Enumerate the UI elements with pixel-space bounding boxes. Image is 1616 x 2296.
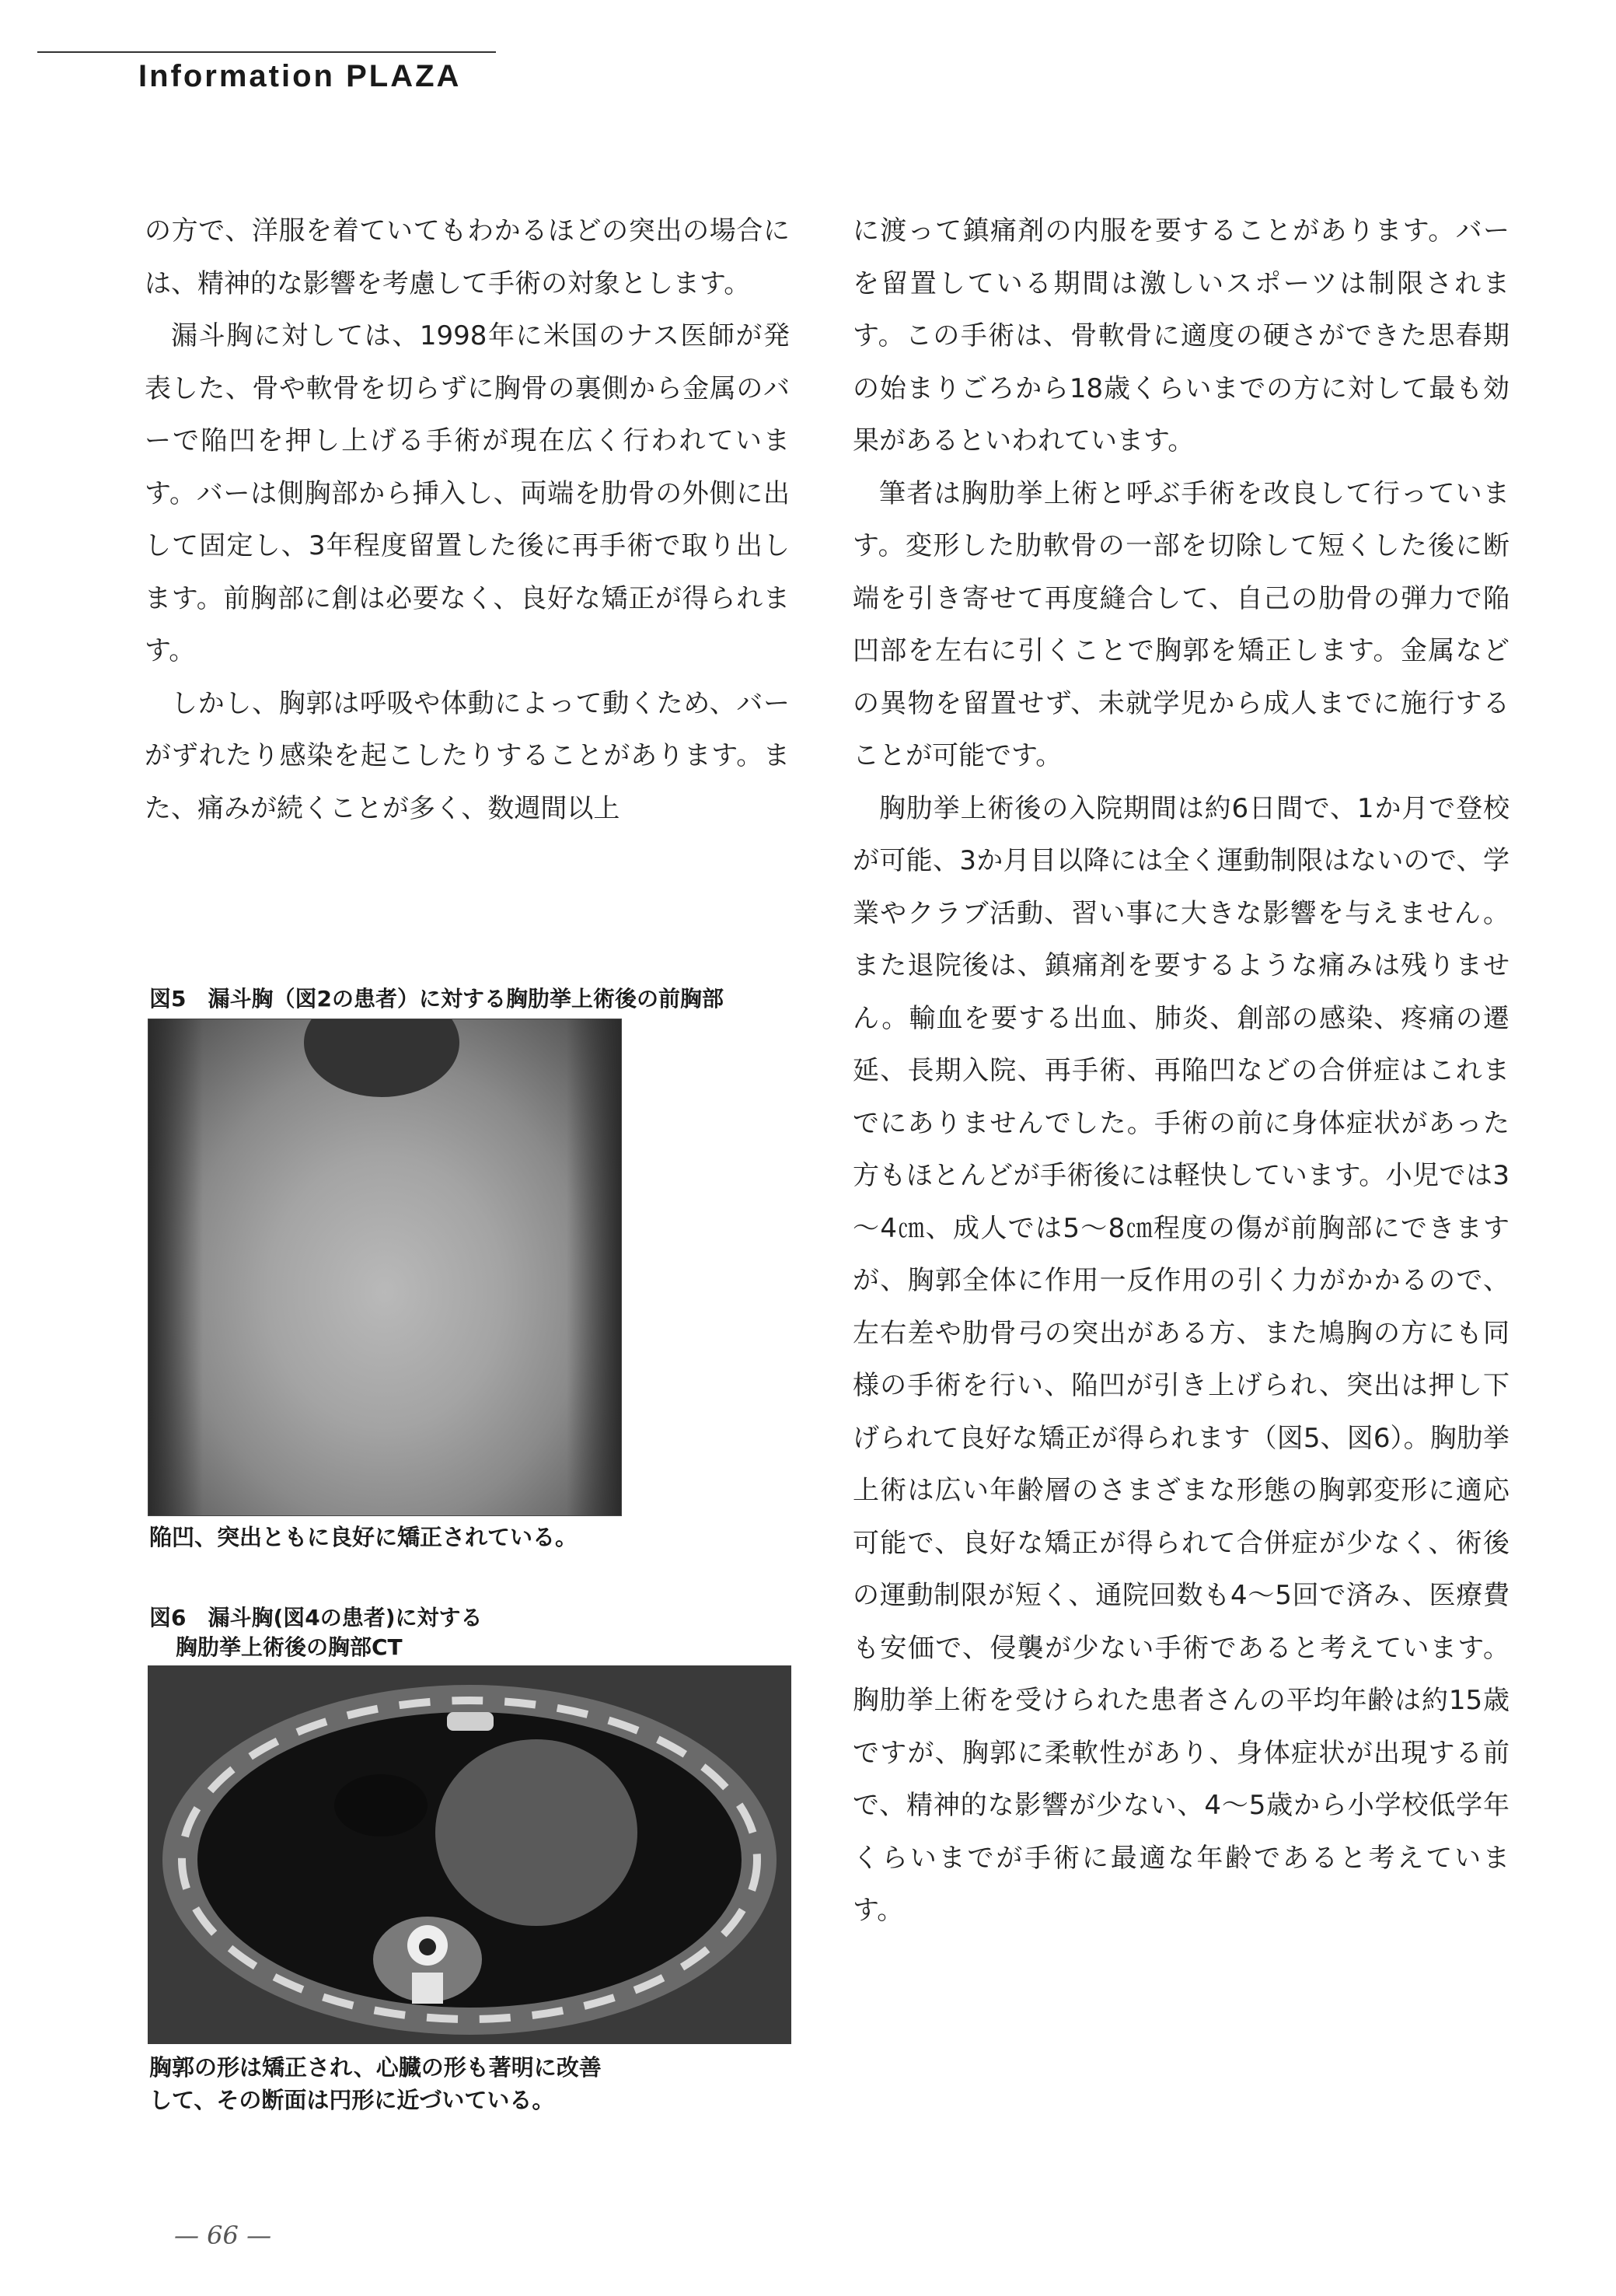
figure6-caption-line2: して、その断面は円形に近づいている。 (149, 2087, 555, 2113)
figure5-caption: 陥凹、突出ともに良好に矯正されている。 (149, 1524, 578, 1550)
paragraph: 漏斗胸に対しては、1998年に米国のナス医師が発表した、骨や軟骨を切らずに胸骨の裏側から金属のバーで陥凹を押し上げる手術が現在広く行われています。バーは側胸部から挿入し、両端を肋骨の外側に出して固定し、3年程度留置した後に再手術で取り出します。前胸部に創は必要なく、良好な矯正が得られます。 (145, 320, 790, 666)
paragraph: に渡って鎮痛剤の内服を要することがあります。バーを留置している期間は激しいスポーツは制限されます。この手術は、骨軟骨に適度の硬さができた思春期の始まりごろから18歳くらいまでの方に対して最も効果があるといわれています。 (853, 215, 1510, 456)
section-title: Information PLAZA (138, 59, 462, 93)
figure6-label-line2: 胸肋挙上術後の胸部CT (176, 1634, 403, 1660)
paragraph: の方で、洋服を着ていてもわかるほどの突出の場合には、精神的な影響を考慮して手術の対象とします。 (145, 215, 790, 299)
right-column (853, 205, 1510, 1938)
page-number: — 66 — (174, 2221, 272, 2250)
paragraph: 筆者は胸肋挙上術と呼ぶ手術を改良して行っています。変形した肋軟骨の一部を切除して短くした後に断端を引き寄せて再度縫合して、自己の肋骨の弾力で陥凹部を左右に引くことで胸郭を矯正します。金属などの異物を留置せず、未就学児から成人までに施行することが可能です。 (853, 477, 1510, 771)
paragraph: 胸肋挙上術後の入院期間は約6日間で、1か月で登校が可能、3か月目以降には全く運動制限はないので、学業やクラブ活動、習い事に大きな影響を与えません。また退院後は、鎮痛剤を要するような痛みは残りません。輸血を要する出血、肺炎、創部の感染、疼痛の遷延、長期入院、再手術、再陥凹などの合併症はこれまでにありませんでした。手術の前に身体症状があった方もほとんどが手術後には軽快しています。小児では3～4㎝、成人では5～8㎝程度の傷が前胸部にできますが、胸郭全体に作用一反作用の引く力がかかるので、左右差や肋骨弓の突出がある方、また鳩胸の方にも同様の手術を行い、陥凹が引き上げられ、突出は押し下げられて良好な矯正が得られます（図5、図6）。胸肋挙上術は広い年齢層のさまざまな形態の胸郭変形に適応可能で、良好な矯正が得られて合併症が少なく、術後の運動制限が短く、通院回数も4～5回で済み、医療費も安価で、侵襲が少ない手術であると考えています。胸肋挙上術を受けられた患者さんの平均年齢は約15歳ですが、胸郭に柔軟性があり、身体症状が出現する前で、精神的な影響が少ない、4～5歳から小学校低学年くらいまでが手術に最適な年齢であると考えています。 (853, 792, 1510, 1926)
paragraph: しかし、胸郭は呼吸や体動によって動くため、バーがずれたり感染を起こしたりすることがあります。また、痛みが続くことが多く、数週間以上 (145, 687, 790, 824)
figure5-chest-photo (148, 1019, 622, 1516)
left-column (145, 205, 790, 835)
figure5-label: 図5 漏斗胸（図2の患者）に対する胸肋挙上術後の前胸部 (149, 986, 724, 1012)
figure6-caption: 胸郭の形は矯正され、心臓の形も著明に改善 (149, 2054, 602, 2081)
header-rule (37, 51, 496, 53)
figure6-label: 図6 漏斗胸(図4の患者)に対する (149, 1605, 483, 1630)
figure6-ct-image (148, 1665, 791, 2044)
